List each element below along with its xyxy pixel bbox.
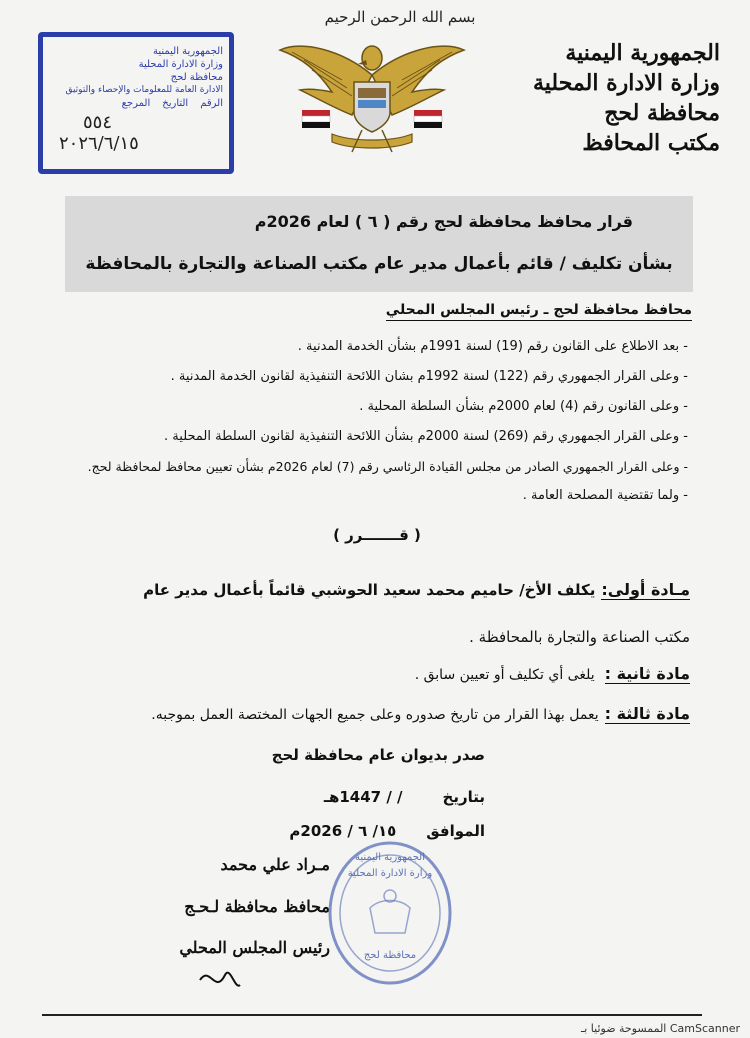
article-3-label: مادة ثالثة : — [604, 704, 690, 723]
stamp-label-number: الرقم — [200, 98, 223, 109]
stamp-line-1: الجمهورية اليمنية — [152, 46, 223, 57]
issued-place: صدر بديوان عام محافظة لحج — [271, 746, 485, 764]
signatory-council-title: رئيس المجلس المحلي — [179, 938, 330, 957]
preamble-item: - وعلى القرار الجمهوري الصادر من مجلس القيادة الرئاسي رقم (7) لعام 2026م بشأن تعيين محافظ لمحافظة لحج. — [87, 459, 688, 474]
decision-title-band — [65, 196, 693, 292]
preamble-item: - وعلى القانون رقم (4) لعام 2000م بشأن السلطة المحلية . — [359, 399, 688, 414]
letterhead-line-3: محافظة لحج — [604, 100, 720, 126]
stamp-field-labels — [43, 97, 229, 110]
stamp-line-4: الادارة العامة للمعلومات والإحصاء والتوثيق — [65, 85, 223, 95]
reception-stamp — [38, 32, 234, 174]
article-2 — [415, 664, 690, 684]
article-3 — [151, 704, 690, 724]
letterhead-line-4: مكتب المحافظ — [582, 130, 720, 156]
stamp-label-ref: المرجع — [121, 98, 151, 109]
decision-label: ( قـــــــرر ) — [333, 526, 421, 544]
seal-ring-text: وزارة الادارة المحلية — [347, 868, 433, 879]
article-2-text: يلغى أي تكليف أو تعيين سابق . — [414, 667, 595, 683]
letterhead-line-2: وزارة الادارة المحلية — [533, 70, 720, 96]
article-1-continuation: مكتب الصناعة والتجارة بالمحافظة . — [469, 628, 690, 646]
stamp-label-date: التاريخ — [162, 98, 189, 109]
signatory-title: محافظ محافظة لـحـج — [184, 897, 330, 916]
hijri-date-row — [324, 788, 485, 806]
stamp-handwritten-number: ٥٥٤ — [83, 112, 113, 133]
preamble-item: - وعلى القرار الجمهوري رقم (269) لسنة 2000م بشأن اللائحة التنفيذية لقانون السلطة المحلية . — [164, 429, 688, 444]
seal-bottom-text: محافظة لحج — [363, 950, 417, 961]
yemen-eagle-emblem-icon — [272, 30, 472, 155]
article-1-text: يكلف الأخ/ حاميم محمد سعيد الحوشبي قائماً بأعمال مدير عام — [143, 581, 596, 599]
stamp-handwritten-date: ٢٠٢٦/٦/١٥ — [59, 133, 139, 154]
handwritten-signature-icon — [190, 960, 250, 1000]
preamble-item: - وعلى القرار الجمهوري رقم (122) لسنة 1992م بشان اللائحة التنفيذية لقانون الخدمة المدنية . — [170, 369, 688, 384]
article-1 — [143, 580, 690, 600]
gregorian-label: الموافق — [426, 822, 485, 840]
footer-divider — [42, 1014, 702, 1016]
letterhead-line-1: الجمهورية اليمنية — [565, 40, 720, 66]
hijri-date: / / 1447هـ — [323, 788, 403, 806]
preamble-item: - بعد الاطلاع على القانون رقم (19) لسنة 1991م بشأن الخدمة المدنية . — [297, 339, 688, 354]
article-2-label: مادة ثانية : — [604, 664, 690, 683]
decision-subject: بشأن تكليف / قائم بأعمال مدير عام مكتب الصناعة والتجارة بالمحافظة — [85, 254, 673, 274]
article-1-label: مـادة أولى: — [601, 580, 690, 599]
seal-top-text: الجمهورية اليمنية — [354, 852, 425, 863]
signatory-name: مـراد علي محمد — [220, 855, 330, 874]
letterhead — [460, 38, 720, 158]
scanner-watermark: الممسوحة ضوئيا بـ CamScanner — [581, 1022, 740, 1035]
stamp-line-2: وزارة الادارة المحلية — [138, 59, 223, 70]
article-3-text: يعمل بهذا القرار من تاريخ صدوره وعلى جميع الجهات المختصة العمل بموجبه. — [151, 707, 599, 723]
decision-title: قرار محافظ محافظة لحج رقم ( ٦ ) لعام 2026م — [254, 212, 633, 231]
basmala: بسم الله الرحمن الرحيم — [324, 8, 476, 26]
preamble-item: - ولما تقتضية المصلحة العامة . — [522, 488, 688, 503]
preamble-heading: محافظ محافظة لحج ـ رئيس المجلس المحلي — [386, 302, 692, 321]
hijri-label: بتاريخ — [442, 788, 485, 806]
gregorian-date: ١٥/ ٦ / 2026م — [289, 822, 397, 840]
stamp-line-3: محافظة لحج — [170, 72, 223, 83]
